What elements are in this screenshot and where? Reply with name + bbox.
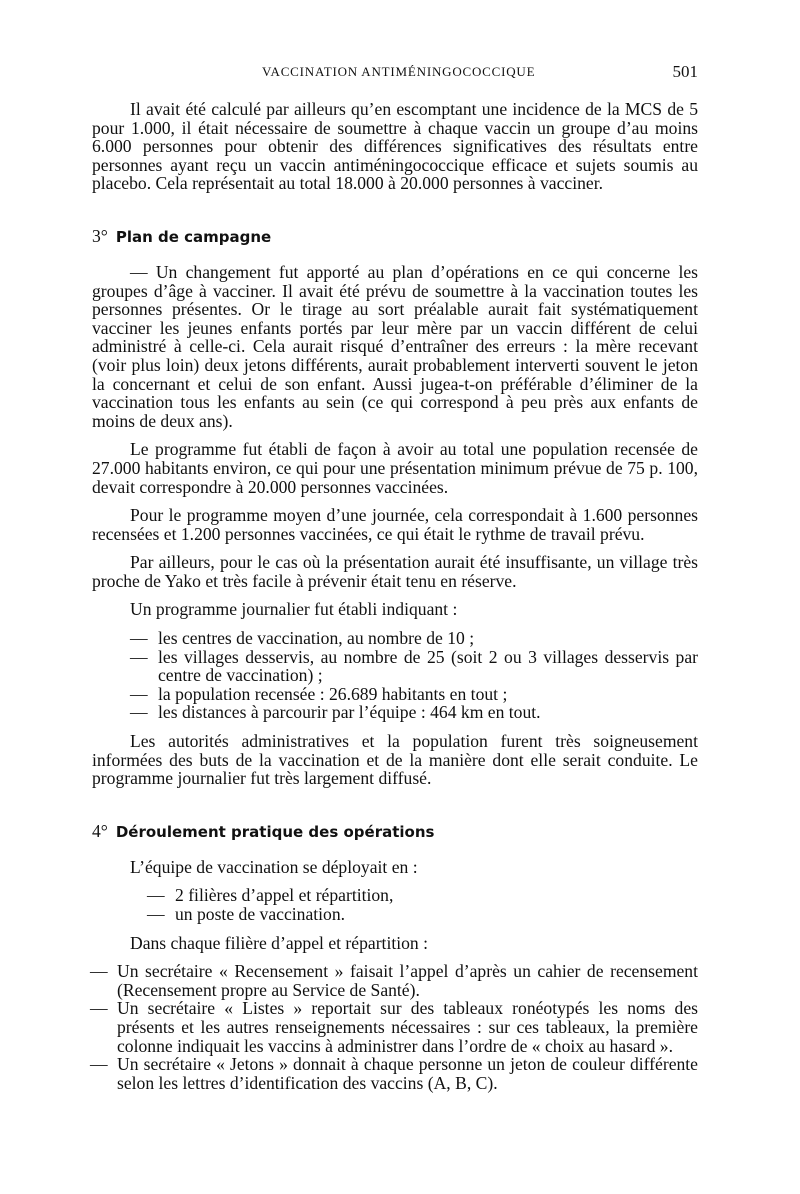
list-item: — un poste de vaccination. [147, 904, 346, 924]
page-body [92, 100, 698, 1092]
paragraph-5: Par ailleurs, pour le cas où la présentation aurait été insuffisante, un village très proche de Yako et très facile à prévenir était tenu en réserve. [92, 552, 698, 591]
page-number: 501 [672, 62, 698, 81]
paragraph-6: Un programme journalier fut établi indiquant : [130, 599, 458, 620]
paragraph-9: Dans chaque filière d’appel et répartition : [130, 932, 428, 953]
paragraph-1: Il avait été calculé par ailleurs qu’en escomptant une incidence de la MCS de 5 pour 1.000, il était nécessaire de soumettre à chaque vaccin un groupe d’au moins 6.000 personnes pour obtenir des différences significatives des résultats entre personnes ayant reçu un vaccin antiméningococcique efficace et sujets soumis au placebo. Cela représentait au total 18.000 à 20.000 personnes à vacciner. [92, 99, 698, 194]
list-item: — 2 filières d’appel et répartition, [147, 885, 394, 906]
list-item: — la population recensée : 26.689 habitants en tout ; [130, 683, 508, 704]
list-item: — Un secrétaire « Listes » reportait sur des tableaux ronéotypés les noms des présents et les autres renseignements nécessaires : sur ces tableaux, la première colonne indiquait les vaccins à administrer dans l’ordre de « choix au hasard ». [90, 998, 698, 1056]
paragraph-7: Les autorités administratives et la population furent très soigneusement informées des buts de la vaccination et de la manière dont elle serait conduite. Le programme journalier fut très largement diffusé. [92, 731, 698, 789]
paragraph-8: L’équipe de vaccination se déployait en : [130, 856, 418, 877]
list-item: — les distances à parcourir par l’équipe : 464 km en tout. [130, 702, 541, 723]
paragraph-4: Pour le programme moyen d’une journée, cela correspondait à 1.600 personnes recensées et 1.200 personnes vaccinées, ce qui était le rythme de travail prévu. [92, 505, 698, 544]
section-title: Déroulement pratique des opérations [115, 822, 435, 841]
page-header [92, 64, 700, 86]
list-item: — les centres de vaccination, au nombre de 10 ; [130, 628, 475, 649]
section-number: 4° [92, 820, 108, 841]
list-item: — Un secrétaire « Jetons » donnait à chaque personne un jeton de couleur différente selon les lettres d’identification des vaccins (A, B, C). [90, 1054, 698, 1093]
section-title: Plan de campagne [115, 227, 272, 246]
paragraph-2: — Un changement fut apporté au plan d’opérations en ce qui concerne les groupes d’âge à vacciner. Il avait été prévu de soumettre à la vaccination toutes les personnes présentes. Or le tirage au sort préalable aurait fait systématiquement vacciner les jeunes enfants portés par leur mère par un vaccin différent de celui administré à celle-ci. Cela aurait risqué d’entraîner des erreurs : la mère recevant (voir plus loin) deux jetons différents, aurait probablement interverti souvent le jeton la concernant et celui de son enfant. Aussi jugea-t-on préférable d’éliminer de la vaccination tous les enfants au sein (ce qui correspond à peu près aux enfants de moins de deux ans). [92, 261, 698, 431]
programme-list [130, 629, 698, 722]
section-heading-4 [92, 820, 698, 842]
section-number: 3° [92, 225, 108, 246]
list-item: — les villages desservis, au nombre de 25 (soit 2 ou 3 villages desservis par centre de vaccination) ; [130, 646, 698, 686]
running-title: VACCINATION ANTIMÉNINGOCOCCIQUE [262, 64, 536, 79]
equipe-list [147, 886, 698, 923]
filiere-list [90, 962, 698, 1092]
paragraph-3: Le programme fut établi de façon à avoir au total une population recensée de 27.000 habitants environ, ce qui pour une présentation minimum prévue de 75 p. 100, devait correspondre à 20.000 personnes vaccinées. [92, 439, 698, 497]
section-heading-3 [92, 225, 698, 247]
list-item: — Un secrétaire « Recensement » faisait l’appel d’après un cahier de recensement (Recensement propre au Service de Santé). [90, 961, 698, 1000]
